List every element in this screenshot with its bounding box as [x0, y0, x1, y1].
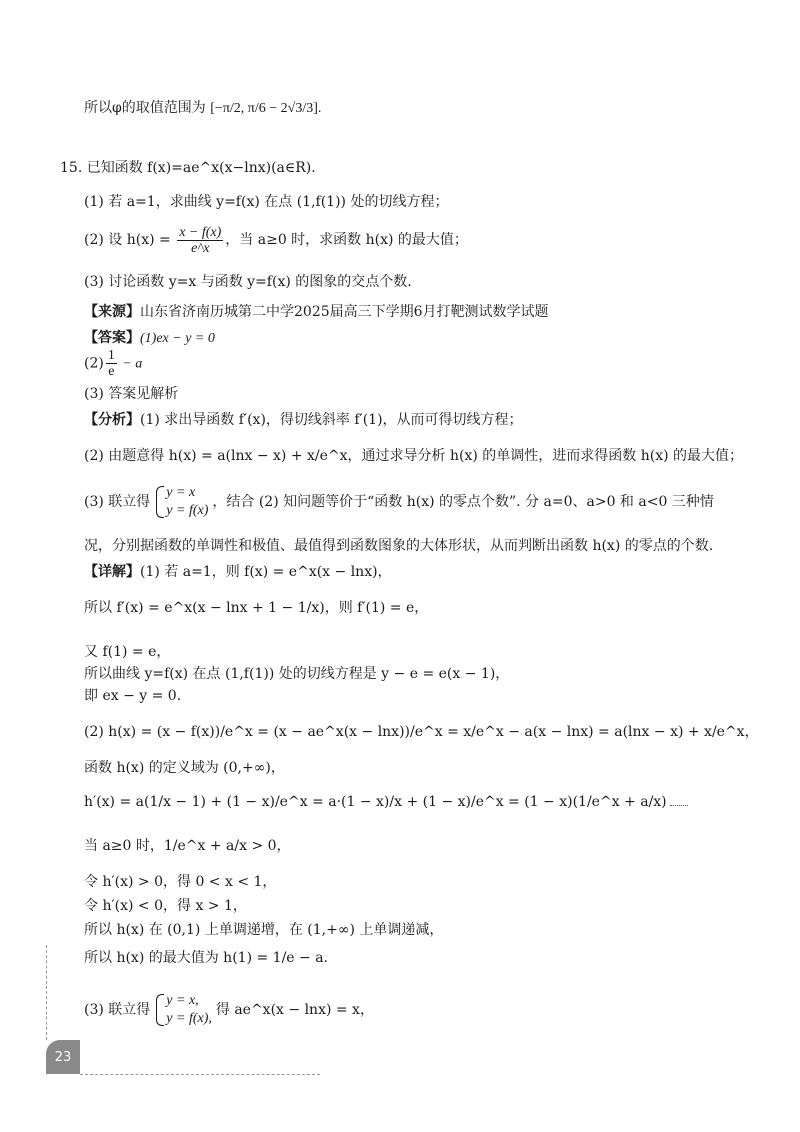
answer-line-3: (3) 答案见解析: [84, 386, 179, 402]
detail-line-3: 又 f(1) = e，: [84, 644, 171, 660]
range-value: [−π/2, π/6 − 2√3/3].: [210, 101, 322, 116]
page-corner-dashed-horizontal: [80, 1074, 320, 1075]
answer-tag: 【答案】: [84, 330, 140, 346]
detail-line-1: [84, 562, 392, 582]
detail-line-2: 所以 f′(x) = e^x(x − lnx + 1 − 1/x)，则 f′(1) = e，: [84, 600, 429, 616]
page-number-badge: [46, 1040, 80, 1074]
analysis-tag: 【分析】: [84, 412, 140, 428]
detail-system: [154, 992, 212, 1028]
question-part-1: (1) 若 a=1，求曲线 y=f(x) 在点 (1,f(1)) 处的切线方程；: [84, 194, 449, 210]
question-stem-text: 已知函数 f(x)=ae^x(x−lnx)(a∈R).: [86, 160, 316, 176]
detail-line-6: (2) h(x) = (x − f(x))/e^x = (x − ae^x(x − lnx))/e^x = x/e^x − a(x − lnx) = a(lnx − x) + x/e^x，: [84, 724, 759, 740]
detail-line-8: [84, 792, 688, 812]
answer-2-den: e: [108, 364, 115, 379]
wavy-underline: [670, 805, 688, 806]
range-intro: 所以φ的取值范围为: [84, 100, 206, 116]
q2-prefix: (2) 设 h(x) =: [84, 232, 176, 248]
question-stem: [60, 158, 316, 178]
q2-frac-num: x − f(x): [179, 224, 222, 240]
detail-8-text: h′(x) = a(1/x − 1) + (1 − x)/e^x = a·(1 − x)/x + (1 − x)/e^x = (1 − x)(1/e^x + a/x): [84, 794, 667, 810]
answer-1: (1)ex − y = 0: [140, 331, 215, 346]
detail-line-4: 所以曲线 y=f(x) 在点 (1,f(1)) 处的切线方程是 y − e = e(x − 1)，: [84, 666, 510, 682]
detail-14-suffix: 得 ae^x(x − lnx) = x，: [215, 1002, 374, 1018]
detail-line-9: 当 a≥0 时，1/e^x + a/x > 0，: [84, 838, 291, 854]
question-part-2: [84, 224, 468, 256]
q2-suffix: ，当 a≥0 时，求函数 h(x) 的最大值；: [225, 232, 468, 248]
source-text: 山东省济南历城第二中学2025届高三下学期6月打靶测试数学试题: [140, 304, 549, 320]
detail-tag: 【详解】: [84, 564, 140, 580]
analysis-line-1: [84, 410, 523, 430]
analysis-line-3: [84, 482, 714, 522]
question-number: 15.: [60, 160, 83, 176]
detail-1: (1) 若 a=1，则 f(x) = e^x(x − lnx)，: [140, 564, 392, 580]
question-part-3: (3) 讨论函数 y=x 与函数 y=f(x) 的图象的交点个数.: [84, 274, 412, 290]
answer-2-suffix: − a: [118, 356, 143, 372]
q2-fraction: [177, 225, 223, 256]
detail-line-10: 令 h′(x) > 0，得 0 < x < 1，: [84, 874, 277, 890]
analysis-3-suffix: ，结合 (2) 知问题等价于“函数 h(x) 的零点个数”. 分 a=0、a>0 和 a<0 三种情: [212, 494, 714, 510]
analysis-system: [154, 484, 208, 520]
analysis-sys-row-1: y = x: [166, 485, 196, 500]
detail-line-12: 所以 h(x) 在 (0,1) 上单调递增，在 (1,+∞) 上单调递减，: [84, 922, 444, 938]
answer-2-fraction: [106, 348, 117, 379]
source-tag: 【来源】: [84, 304, 140, 320]
detail-line-11: 令 h′(x) < 0，得 x > 1，: [84, 898, 247, 914]
detail-14-prefix: (3) 联立得: [84, 1002, 151, 1018]
analysis-line-3-cont: 况，分别据函数的单调性和极值、最值得到函数图象的大体形状，从而判断出函数 h(x) 的零点的个数.: [84, 538, 714, 554]
answer-line-1: [84, 328, 215, 349]
answer-2-num: 1: [107, 348, 115, 363]
analysis-1: (1) 求出导函数 f′(x)，得切线斜率 f′(1)，从而可得切线方程；: [140, 412, 523, 428]
detail-line-14: [84, 990, 374, 1030]
page-corner-dashed-vertical: [46, 945, 47, 1040]
detail-line-13: 所以 h(x) 的最大值为 h(1) = 1/e − a.: [84, 950, 329, 966]
page-number: 23: [54, 1049, 72, 1065]
answer-line-2: [84, 348, 142, 380]
q2-frac-den: e^x: [191, 240, 210, 256]
analysis-line-2: (2) 由题意得 h(x) = a(lnx − x) + x/e^x，通过求导分析 h(x) 的单调性，进而求得函数 h(x) 的最大值；: [84, 448, 744, 464]
answer-2-prefix: (2): [84, 355, 104, 372]
analysis-sys-row-2: y = f(x): [166, 503, 209, 518]
analysis-3-prefix: (3) 联立得: [84, 494, 151, 510]
detail-sys-row-1: y = x,: [166, 993, 199, 1008]
detail-line-5: 即 ex − y = 0.: [84, 688, 182, 704]
detail-line-7: 函数 h(x) 的定义域为 (0,+∞)，: [84, 760, 285, 776]
source-line: [84, 302, 549, 322]
range-line: [84, 98, 321, 119]
detail-sys-row-2: y = f(x),: [166, 1011, 212, 1026]
